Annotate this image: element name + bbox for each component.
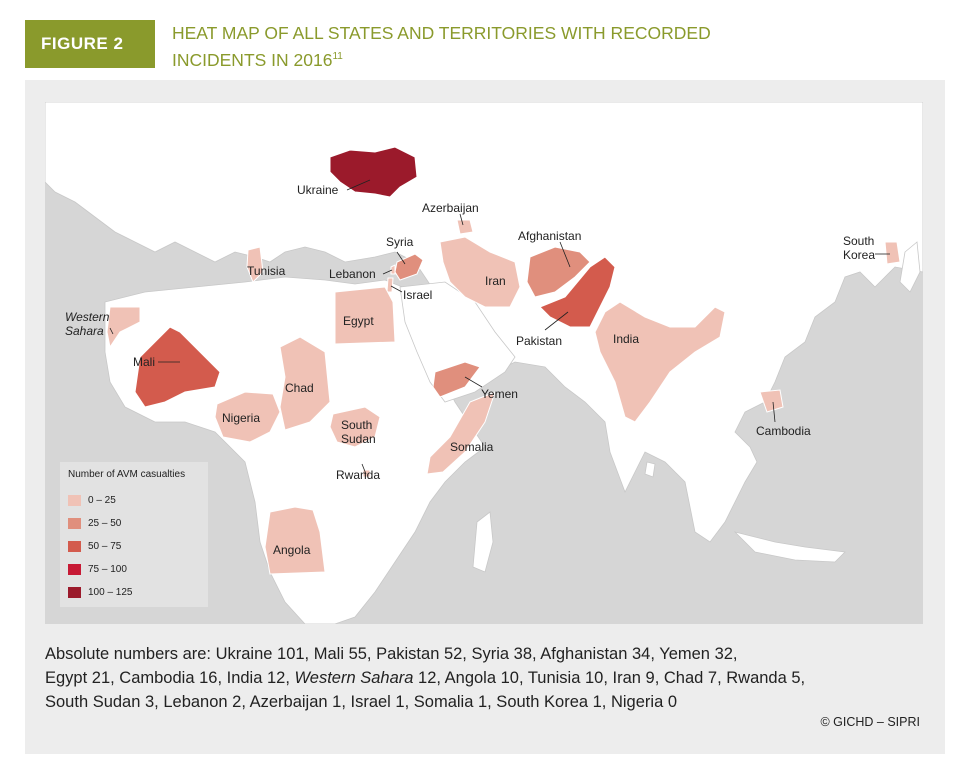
figure-title xyxy=(172,22,872,72)
legend-label: 50 – 75 xyxy=(88,540,122,552)
legend xyxy=(60,462,208,607)
label-somalia: Somalia xyxy=(450,440,494,454)
land-indonesia xyxy=(735,532,845,562)
absolute-numbers-note xyxy=(45,642,925,714)
label-chad: Chad xyxy=(285,381,314,395)
state-cambodia xyxy=(760,390,783,412)
label-azerbaijan: Azerbaijan xyxy=(422,201,479,215)
label-south-korea-line1: South xyxy=(843,234,875,248)
legend-label: 100 – 125 xyxy=(88,586,133,598)
label-yemen: Yemen xyxy=(481,387,518,401)
legend-item xyxy=(68,516,121,530)
label-nigeria: Nigeria xyxy=(222,411,261,425)
legend-label: 25 – 50 xyxy=(88,517,122,529)
legend-item xyxy=(68,493,116,507)
footnote-line2a: Egypt 21, Cambodia 16, India 12, xyxy=(45,669,295,687)
label-iran: Iran xyxy=(485,274,506,288)
land-madagascar xyxy=(473,512,493,572)
label-rwanda: Rwanda xyxy=(336,468,381,482)
label-syria: Syria xyxy=(386,235,414,249)
state-south-korea xyxy=(885,242,900,264)
state-israel xyxy=(387,278,393,292)
label-india: India xyxy=(613,332,640,346)
label-cambodia: Cambodia xyxy=(756,424,811,438)
label-egypt: Egypt xyxy=(343,314,374,328)
legend-title: Number of AVM casualties xyxy=(68,469,186,480)
label-tunisia: Tunisia xyxy=(247,264,286,278)
label-south-sudan-line2: Sudan xyxy=(341,432,376,446)
legend-label: 0 – 25 xyxy=(88,494,116,506)
legend-swatch xyxy=(68,518,81,529)
figure-title-line2: INCIDENTS IN 2016 xyxy=(172,49,333,70)
label-western-sahara-line1: Western xyxy=(65,310,110,324)
legend-label: 75 – 100 xyxy=(88,563,127,575)
label-ukraine: Ukraine xyxy=(297,183,339,197)
label-mali: Mali xyxy=(133,355,156,369)
state-lebanon xyxy=(391,265,395,274)
figure-title-line1: HEAT MAP OF ALL STATES AND TERRITORIES WITH RECORDED xyxy=(172,23,711,43)
label-western-sahara-line2: Sahara xyxy=(65,324,104,338)
footnote-line2b: Western Sahara xyxy=(294,669,414,687)
legend-swatch xyxy=(68,541,81,552)
label-angola: Angola xyxy=(273,543,311,557)
label-south-sudan-line1: South xyxy=(341,418,373,432)
state-syria xyxy=(395,254,423,280)
label-israel: Israel xyxy=(403,288,433,302)
legend-swatch xyxy=(68,495,81,506)
figure-tag: FIGURE 2 xyxy=(25,20,155,68)
legend-item xyxy=(68,539,121,553)
label-lebanon: Lebanon xyxy=(329,267,376,281)
footnote-line3: South Sudan 3, Lebanon 2, Azerbaijan 1, Israel 1, Somalia 1, South Korea 1, Nigeria 0 xyxy=(45,693,678,711)
land-sri-lanka xyxy=(645,462,655,477)
label-pakistan: Pakistan xyxy=(516,334,563,348)
footnote-line2c: 12, Angola 10, Tunisia 10, Iran 9, Chad 7, Rwanda 5, xyxy=(413,669,806,687)
label-south-korea-line2: Korea xyxy=(843,248,876,262)
state-azerbaijan xyxy=(457,220,473,234)
legend-swatch xyxy=(68,564,81,575)
figure-title-footnote-ref: 11 xyxy=(332,51,343,62)
label-afghanistan: Afghanistan xyxy=(518,229,582,243)
legend-item xyxy=(68,585,133,599)
legend-item xyxy=(68,562,127,576)
credit: © GICHD – SIPRI xyxy=(820,715,920,729)
footnote-line1: Absolute numbers are: Ukraine 101, Mali 55, Pakistan 52, Syria 38, Afghanistan 34, Yemen 32, xyxy=(45,645,738,663)
legend-swatch xyxy=(68,587,81,598)
